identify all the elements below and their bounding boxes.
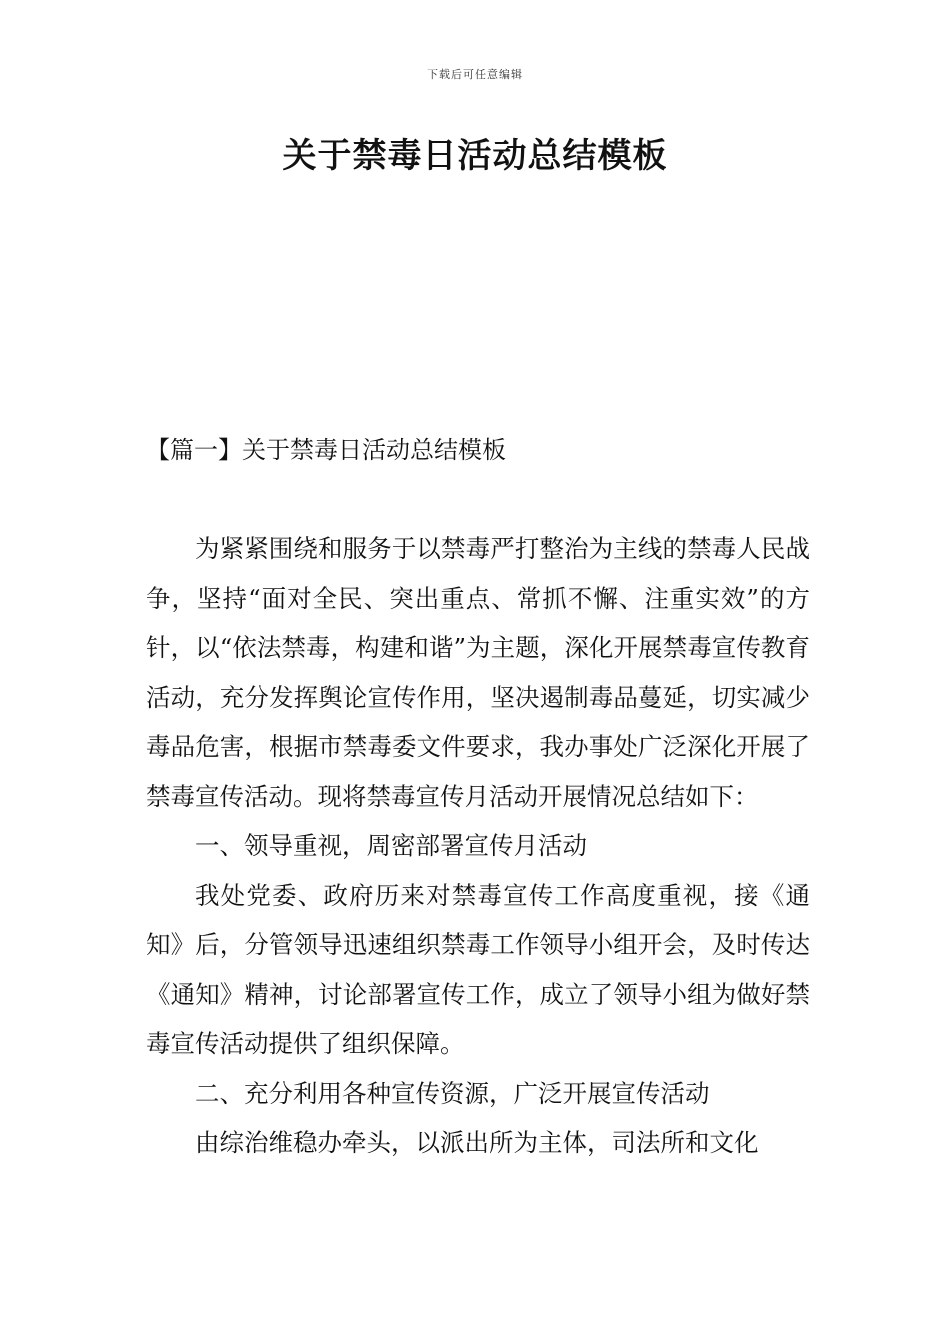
heading-one: 一、领导重视，周密部署宣传月活动 bbox=[195, 831, 587, 860]
section-title: 【篇一】关于禁毒日活动总结模板 bbox=[146, 436, 506, 464]
paragraph-one: 我处党委、政府历来对禁毒宣传工作高度重视，接《通知》后，分管领导迅速组织禁毒工作领导小组开会，及时传达《通知》精神，讨论部署宣传工作，成立了领导小组为做好禁毒宣传活动提供了组织保障。 bbox=[146, 880, 810, 1058]
document-body bbox=[146, 524, 810, 1168]
paragraph-two: 由综治维稳办牵头，以派出所为主体，司法所和文化 bbox=[195, 1128, 759, 1157]
header-note: 下载后可任意编辑 bbox=[427, 68, 523, 81]
intro-paragraph: 为紧紧围绕和服务于以禁毒严打整治为主线的禁毒人民战争，坚持“面对全民、突出重点、常抓不懈、注重实效”的方针，以“依法禁毒，构建和谐”为主题，深化开展禁毒宣传教育活动，充分发挥舆论宣传作用，坚决遏制毒品蔓延，切实减少毒品危害，根据市禁毒委文件要求，我办事处广泛深化开展了禁毒宣传活动。现将禁毒宣传月活动开展情况总结如下： bbox=[146, 534, 810, 811]
document-title: 关于禁毒日活动总结模板 bbox=[282, 136, 668, 176]
heading-two: 二、充分利用各种宣传资源，广泛开展宣传活动 bbox=[195, 1078, 710, 1108]
